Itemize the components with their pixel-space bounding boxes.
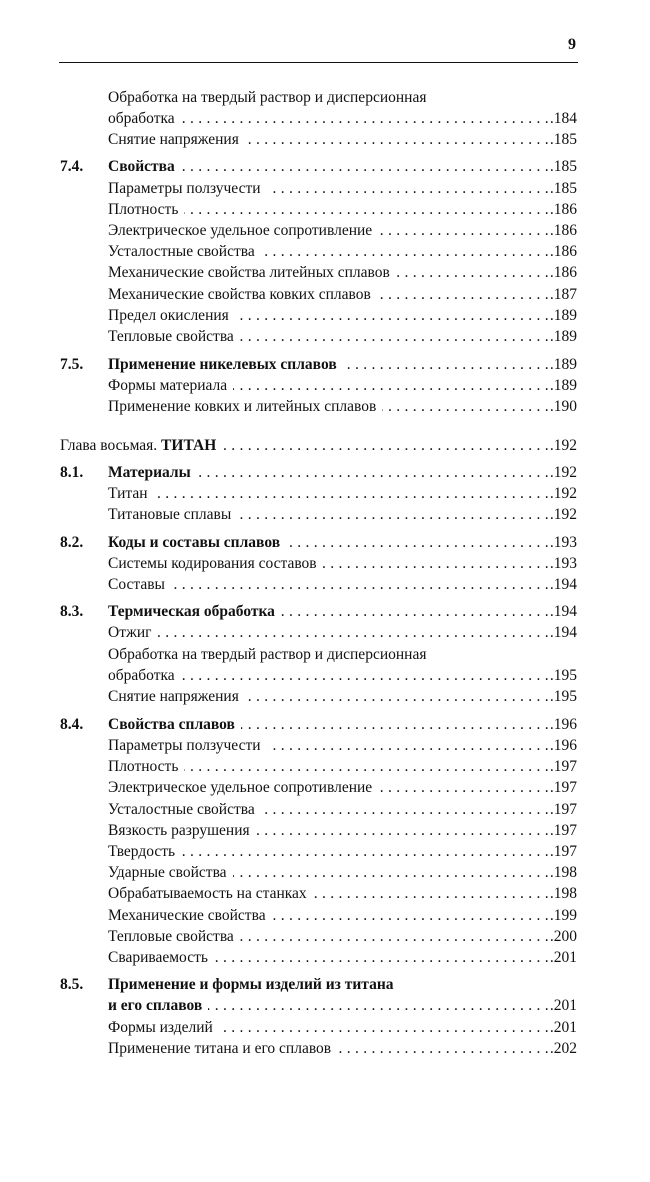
toc-entry-title [60,436,216,456]
chapter-prefix: Глава восьмая. [60,437,162,454]
dot-leader [171,575,549,595]
dot-leader [241,715,549,735]
dot-leader [219,1018,549,1038]
toc-entry-page: .202 [549,1040,577,1057]
toc-entry[interactable] [108,397,577,417]
toc-entry-page: .197 [549,843,577,860]
toc-entry-page: .192 [549,437,577,454]
toc-entry-title: Механические свойства ковких сплавов [108,286,371,303]
toc-entry[interactable] [108,1018,577,1038]
toc-entry[interactable] [108,242,577,262]
section-heading[interactable] [108,157,577,177]
dot-leader [378,221,549,241]
toc-entry-title: Электрическое удельное сопротивление [108,222,373,239]
section-heading[interactable] [108,463,577,483]
dot-leader [245,130,549,150]
dot-leader [184,757,548,777]
toc-entry-page: .197 [549,822,577,839]
toc-entry-page: .186 [549,201,577,218]
dot-leader [233,376,549,396]
toc-entry-title: Ударные свойства [108,864,227,881]
toc-entry-title: обработка [108,667,175,684]
toc-entry-page: .197 [549,758,577,775]
dot-leader [272,906,549,926]
toc-entry[interactable] [108,221,577,241]
toc-entry-page: .197 [549,779,577,796]
dot-leader [214,948,549,968]
toc-entry-page: .196 [549,716,577,733]
section-heading[interactable] [108,533,577,553]
dot-leader [267,736,549,756]
toc-entry-title: Тепловые свойства [108,328,234,345]
toc-entry-page: .201 [549,997,577,1014]
section-number: 7.4. [60,158,84,175]
page-number: 9 [568,36,576,53]
toc-entry[interactable] [108,645,577,665]
toc-entry[interactable] [108,179,577,199]
toc-entry[interactable] [108,306,577,326]
dot-leader [240,927,549,947]
dot-leader [286,533,549,553]
toc-entry-title: Свариваемость [108,949,208,966]
dot-leader [154,484,549,504]
toc-entry-page: .199 [549,907,577,924]
toc-entry-title: Плотность [108,201,179,218]
dot-leader [233,863,549,883]
dot-leader [281,602,549,622]
toc-entry-title: Применение и формы изделий из титана [108,976,394,993]
toc-entry-page: .184 [549,110,577,127]
section-heading[interactable] [108,996,577,1016]
section-number: 8.4. [60,716,84,733]
toc-entry-page: .200 [549,928,577,945]
toc-entry-page: .192 [549,464,577,481]
toc-entry-page: .189 [549,356,577,373]
toc-entry-page: .192 [549,506,577,523]
toc-entry-title: Предел окисления [108,307,229,324]
toc-entry-title: Плотность [108,758,179,775]
toc-entry-title: Параметры ползучести [108,737,261,754]
toc-entry-title: Обрабатываемость на станках [108,885,307,902]
toc-entry-page: .193 [549,534,577,551]
toc-entry[interactable] [108,1039,577,1059]
section-number: 8.2. [60,534,84,551]
dot-leader [267,179,549,199]
dot-leader [256,821,549,841]
toc-entry[interactable] [108,554,577,574]
dot-leader [181,109,549,129]
toc-entry[interactable] [108,88,577,108]
toc-entry-page: .187 [549,286,577,303]
toc-entry-page: .196 [549,737,577,754]
toc-entry-title: Титан [108,485,148,502]
toc-entry-title: Обработка на твердый раствор и дисперсионная [108,646,427,663]
chapter-title: ТИТАН [161,437,217,454]
toc-entry-title: Механические свойства [108,907,266,924]
toc-entry-title: Термическая обработка [108,603,275,620]
toc-entry[interactable] [108,666,577,686]
toc-entry-title: Механические свойства литейных сплавов [108,264,390,281]
dot-leader [181,842,549,862]
toc-entry-page: .185 [549,180,577,197]
toc-entry-page: .190 [549,398,577,415]
toc-entry-page: .193 [549,555,577,572]
toc-entry-page: .201 [549,1019,577,1036]
dot-leader [382,397,549,417]
dot-leader [158,623,549,643]
dot-leader [181,666,549,686]
section-number: 8.3. [60,603,84,620]
toc-entry-title: Системы кодирования составов [108,555,317,572]
toc-entry-page: .192 [549,485,577,502]
toc-entry[interactable] [108,575,577,595]
toc-entry-title: Снятие напряжения [108,688,239,705]
toc-entry-page: .185 [549,131,577,148]
toc-entry[interactable] [108,687,577,707]
toc-entry[interactable] [108,948,577,968]
toc-entry-title: Тепловые свойства [108,928,234,945]
toc-entry[interactable] [108,263,577,283]
dot-leader [184,200,548,220]
toc-entry[interactable] [108,376,577,396]
toc-entry[interactable] [108,778,577,798]
toc-entry-page: .194 [549,603,577,620]
toc-entry[interactable] [108,200,577,220]
dot-leader [197,463,549,483]
toc-entry[interactable] [108,505,577,525]
toc-entry-page: .186 [549,243,577,260]
toc-entry-page: .198 [549,864,577,881]
toc-entry-page: .186 [549,222,577,239]
dot-leader [396,263,549,283]
dot-leader [208,996,549,1016]
toc-entry-title: Отжиг [108,624,152,641]
toc-entry-title: Применение титана и его сплавов [108,1040,332,1057]
toc-entry-title: Параметры ползучести [108,180,261,197]
dot-leader [343,355,549,375]
header-rule [59,62,578,63]
dot-leader [237,505,549,525]
toc-entry-page: .189 [549,307,577,324]
toc-entry-title: Вязкость разрушения [108,822,250,839]
section-number: 7.5. [60,356,84,373]
toc-entry-title: Электрическое удельное сопротивление [108,779,373,796]
toc-entry-title: Титановые сплавы [108,506,232,523]
toc-entry-page: .189 [549,328,577,345]
toc-entry-title: Материалы [108,464,191,481]
toc-entry-title: Усталостные свойства [108,801,255,818]
toc-entry-title: Применение ковких и литейных сплавов [108,398,377,415]
toc-entry-title: Свойства сплавов [108,716,235,733]
dot-leader [337,1039,549,1059]
toc-entry-title: Усталостные свойства [108,243,255,260]
toc-entry-page: .194 [549,576,577,593]
toc-entry-title: Свойства [108,158,175,175]
dot-leader [261,800,549,820]
toc-entry[interactable] [108,906,577,926]
toc-entry[interactable] [108,484,577,504]
toc-entry[interactable] [108,327,577,347]
toc-entry-page: .189 [549,377,577,394]
toc-entry[interactable] [108,842,577,862]
toc-entry-title: Составы [108,576,165,593]
section-heading[interactable] [108,355,577,375]
toc-entry[interactable] [108,130,577,150]
toc-entry[interactable] [108,736,577,756]
toc-entry-page: .185 [549,158,577,175]
toc-entry[interactable] [108,285,577,305]
toc-entry[interactable] [108,757,577,777]
chapter-heading[interactable] [60,436,577,456]
toc-entry-page: .195 [549,667,577,684]
toc-entry[interactable] [108,863,577,883]
dot-leader [323,554,549,574]
dot-leader [222,436,549,456]
section-heading[interactable] [108,715,577,735]
dot-leader [235,306,549,326]
dot-leader [378,778,549,798]
toc-entry-page: .194 [549,624,577,641]
dot-leader [377,285,549,305]
toc-entry-title: Снятие напряжения [108,131,239,148]
toc-entry-page: .195 [549,688,577,705]
toc-entry-page: .197 [549,801,577,818]
toc-entry-title: Твердость [108,843,176,860]
section-number: 8.5. [60,976,84,993]
toc-entry-title: Применение никелевых сплавов [108,356,337,373]
toc-entry-title: и его сплавов [108,997,203,1014]
section-number: 8.1. [60,464,84,481]
toc-entry[interactable] [108,821,577,841]
toc-entry[interactable] [108,109,577,129]
dot-leader [313,884,549,904]
toc-entry[interactable] [108,927,577,947]
toc-entry-title: Обработка на твердый раствор и дисперсионная [108,89,427,106]
section-heading[interactable] [108,602,577,622]
toc-entry-title: обработка [108,110,175,127]
toc-entry[interactable] [108,623,577,643]
dot-leader [245,687,549,707]
toc-entry-page: .201 [549,949,577,966]
toc-entry[interactable] [108,800,577,820]
toc-entry-page: .198 [549,885,577,902]
dot-leader [261,242,549,262]
section-heading[interactable] [108,975,577,995]
toc-entry-title: Коды и составы сплавов [108,534,281,551]
toc-entry-page: .186 [549,264,577,281]
dot-leader [181,157,549,177]
toc-entry[interactable] [108,884,577,904]
toc-entry-title: Формы изделий [108,1019,213,1036]
toc-entry-title: Формы материала [108,377,228,394]
dot-leader [240,327,549,347]
